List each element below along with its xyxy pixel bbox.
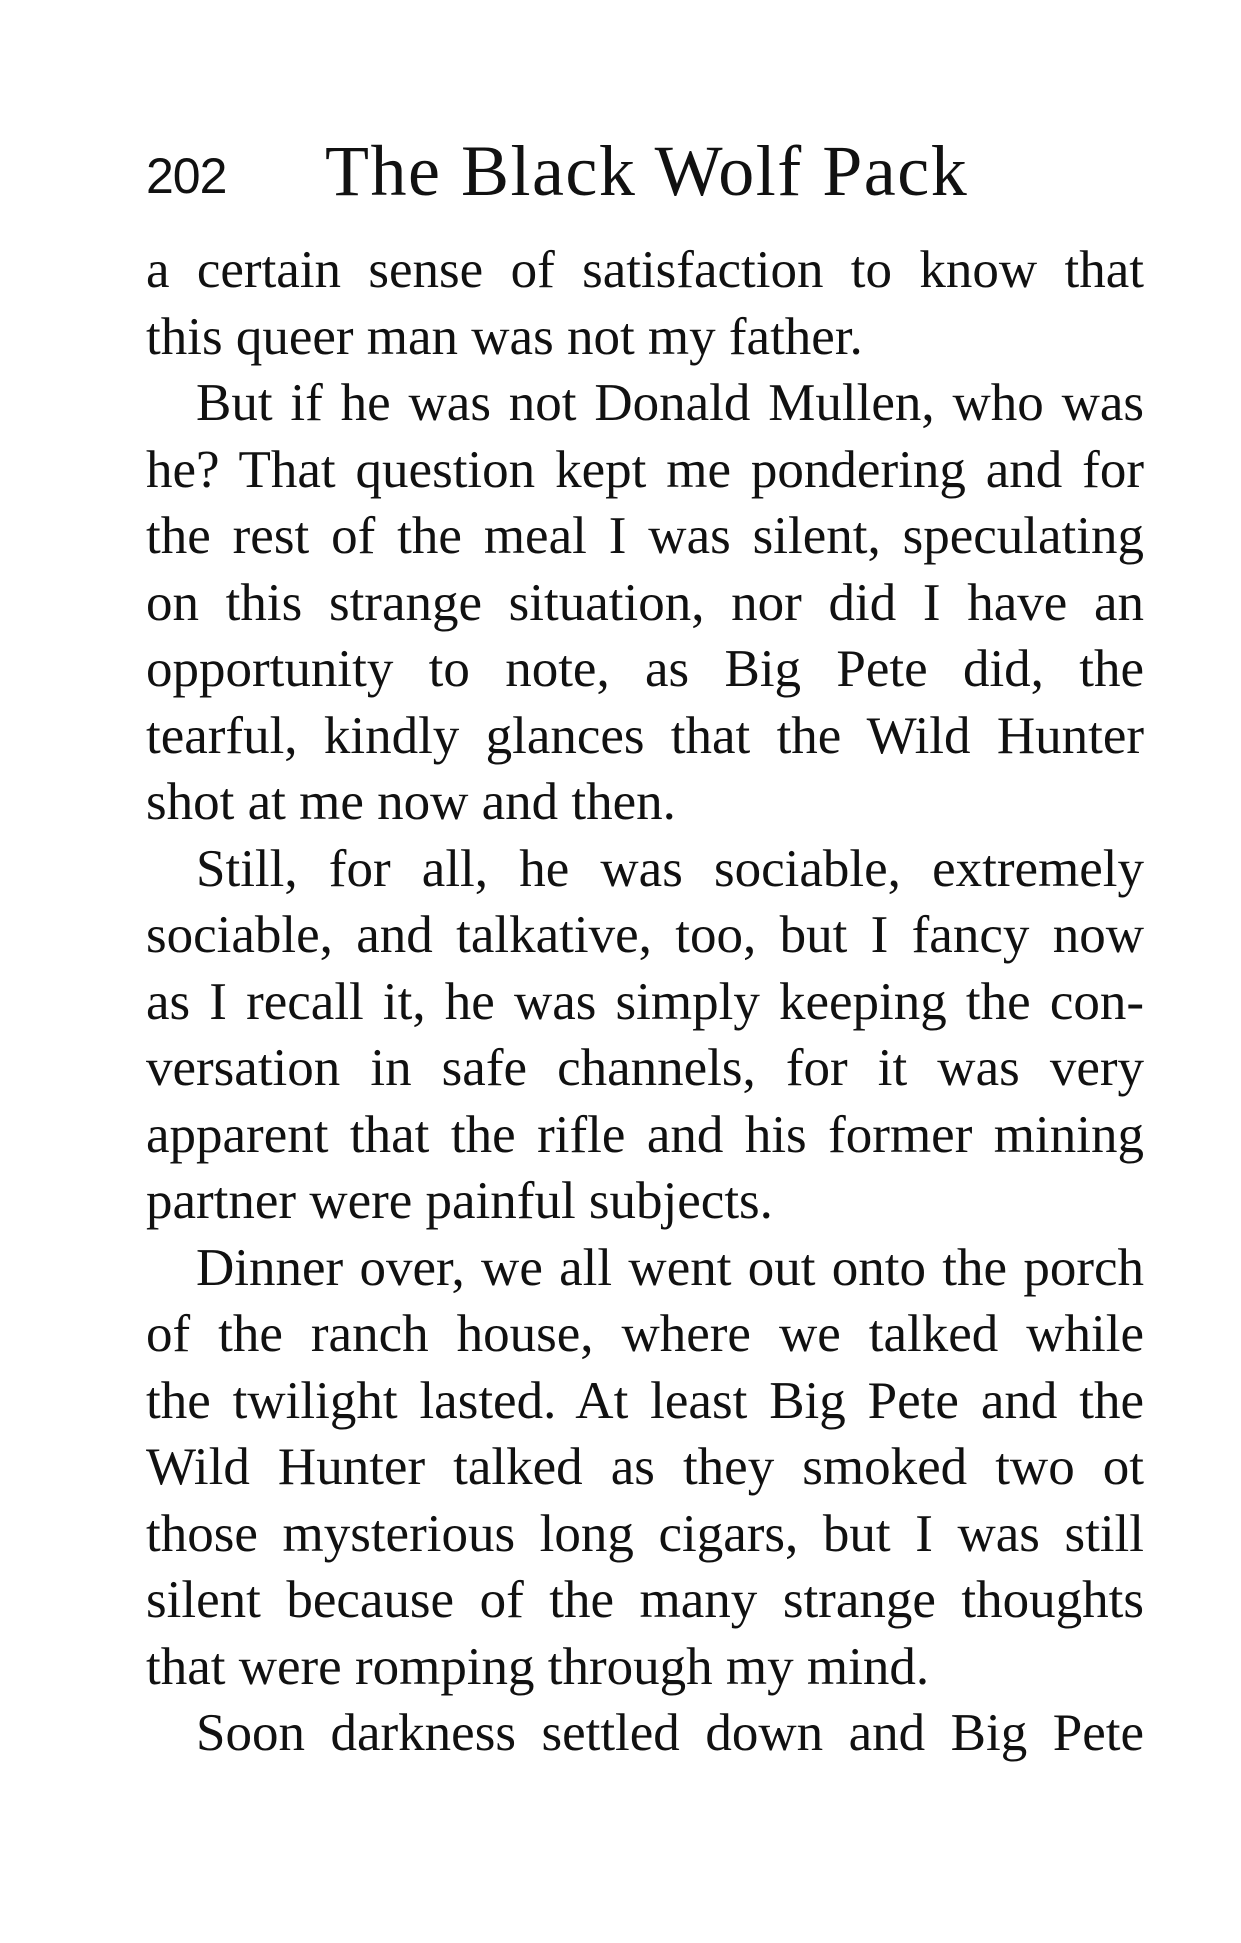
- text-line: that were romping through my mind.: [146, 1637, 930, 1696]
- text-line: Soon darkness settled down and Big Pete: [196, 1704, 1144, 1762]
- text-line: sociable, and talkative, too, but I fancy now: [146, 906, 1144, 964]
- paragraph: [146, 836, 1144, 1235]
- paragraph: [146, 1700, 1144, 1767]
- text-line: partner were painful subjects.: [146, 1172, 773, 1230]
- text-line: as I recall it, he was simply keeping the con-: [146, 972, 1144, 1031]
- text-line: Dinner over, we all went out onto the porch: [196, 1238, 1144, 1297]
- text-line: the rest of the meal I was silent, speculating: [146, 507, 1144, 565]
- text-line: opportunity to note, as Big Pete did, the: [146, 640, 1144, 698]
- text-line: he? That question kept me pondering and for: [146, 440, 1144, 499]
- text-line: of the ranch house, where we talked while: [146, 1305, 1144, 1363]
- text-line: But if he was not Donald Mullen, who was: [196, 374, 1144, 432]
- text-line: on this strange situation, nor did I have an: [146, 573, 1144, 632]
- running-head: The Black Wolf Pack: [325, 131, 969, 211]
- paragraph: [146, 370, 1144, 836]
- paragraph: [146, 237, 1144, 370]
- text-line: Still, for all, he was sociable, extremely: [196, 839, 1144, 898]
- text-line: versation in safe channels, for it was very: [146, 1039, 1144, 1097]
- text-line: shot at me now and then.: [146, 773, 676, 831]
- text-line: silent because of the many strange thoughts: [146, 1571, 1144, 1629]
- text-line: apparent that the rifle and his former mining: [146, 1105, 1144, 1164]
- text-line: those mysterious long cigars, but I was still: [146, 1504, 1144, 1563]
- text-line: Wild Hunter talked as they smoked two ot: [146, 1438, 1144, 1496]
- text-line: the twilight lasted. At least Big Pete and the: [146, 1371, 1144, 1430]
- page-number: 202: [146, 148, 227, 204]
- text-line: this queer man was not my father.: [146, 307, 863, 366]
- text-line: tearful, kindly glances that the Wild Hunter: [146, 706, 1144, 765]
- paragraph: [146, 1235, 1144, 1701]
- text-line: a certain sense of satisfaction to know that: [146, 241, 1144, 299]
- page-body: [146, 237, 1144, 1767]
